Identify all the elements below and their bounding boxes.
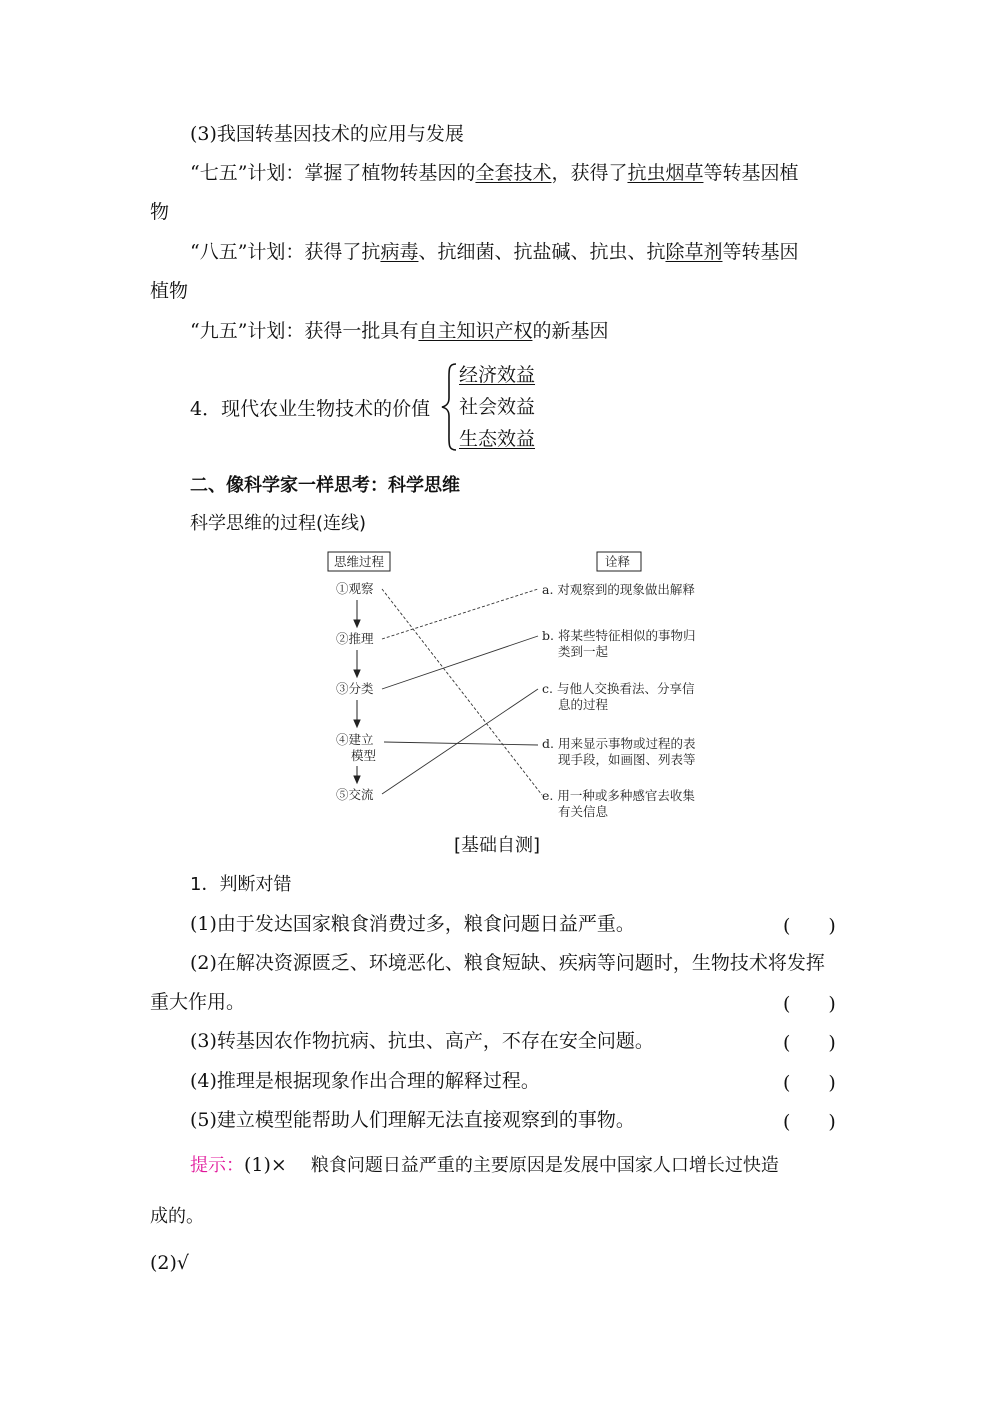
svg-text:有关信息: 有关信息 bbox=[558, 804, 609, 819]
svg-text:息的过程: 息的过程 bbox=[558, 697, 609, 712]
underlined-term: 全套技术 bbox=[475, 162, 552, 184]
question-3: (3)转基因农作物抗病、抗虫、高产，不存在安全问题。 bbox=[190, 1030, 654, 1052]
step-communicate: ⑤交流 bbox=[336, 787, 374, 802]
matching-lines bbox=[382, 589, 542, 795]
hint-line-1 bbox=[190, 1152, 779, 1179]
explanation-c: c. 与他人交换看法、分享信 bbox=[542, 681, 695, 696]
question-4: (4)推理是根据现象作出合理的解释过程。 bbox=[190, 1070, 540, 1092]
hint-label: 提示： bbox=[190, 1155, 244, 1176]
answer-blank[interactable]: ( ) bbox=[783, 1072, 836, 1094]
answer-blank[interactable]: ( ) bbox=[783, 1111, 836, 1133]
question-5: (5)建立模型能帮助人们理解无法直接观察到的事物。 bbox=[190, 1109, 635, 1131]
plan-75-continued: 物 bbox=[150, 201, 170, 223]
match-line-communicate-c bbox=[382, 689, 538, 794]
value-item-social: 社会效益 bbox=[459, 396, 536, 418]
hint-text-1-continued: 成的。 bbox=[150, 1206, 204, 1227]
step-model: 模型 bbox=[351, 748, 377, 763]
question-2: (2)在解决资源匮乏、环境恶化、粮食短缺、疾病等问题时，生物技术将发挥 bbox=[190, 952, 825, 974]
section3-heading: (3)我国转基因技术的应用与发展 bbox=[190, 123, 464, 145]
value-item-ecological: 生态效益 bbox=[459, 428, 536, 450]
self-test-title: [基础自测] bbox=[454, 835, 541, 856]
plan-85-continued: 植物 bbox=[150, 280, 189, 302]
curly-brace-icon bbox=[440, 362, 460, 452]
right-header: 诠释 bbox=[605, 554, 631, 569]
underlined-term: 病毒 bbox=[380, 241, 419, 263]
plan-85-line: “八五”计划：获得了抗病毒、抗细菌、抗盐碱、抗虫、抗除草剂等转基因 bbox=[190, 241, 799, 263]
underlined-term: 抗虫烟草 bbox=[627, 162, 704, 184]
step-reason: ②推理 bbox=[336, 631, 374, 646]
hint-text-1: 粮食问题日益严重的主要原因是发展中国家人口增长过快造 bbox=[310, 1155, 779, 1176]
hint-mark-1: (1)× bbox=[244, 1154, 287, 1176]
part2-subheading: 科学思维的过程(连线) bbox=[190, 513, 367, 534]
plan-75-line: “七五”计划：掌握了植物转基因的全套技术，获得了抗虫烟草等转基因植 bbox=[190, 162, 799, 184]
question-heading: 1．判断对错 bbox=[190, 874, 292, 895]
part2-heading: 二、像科学家一样思考：科学思维 bbox=[190, 475, 460, 496]
match-line-classify-b bbox=[382, 636, 538, 689]
match-line-observe-e bbox=[382, 589, 542, 795]
answer-blank[interactable]: ( ) bbox=[783, 1032, 836, 1054]
plan-95-line: “九五”计划：获得一批具有自主知识产权的新基因 bbox=[190, 320, 609, 342]
explanation-a: a. 对观察到的现象做出解释 bbox=[542, 582, 695, 597]
explanation-b: b. 将某些特征相似的事物归 bbox=[542, 628, 696, 643]
step-build: ④建立 bbox=[336, 732, 374, 747]
step-classify: ③分类 bbox=[336, 681, 374, 696]
answer-blank[interactable]: ( ) bbox=[783, 993, 836, 1015]
svg-text:现手段，如画图、列表等: 现手段，如画图、列表等 bbox=[558, 752, 696, 767]
value-item-economic: 经济效益 bbox=[459, 364, 536, 386]
left-header: 思维过程 bbox=[334, 554, 385, 569]
explanation-e: e. 用一种或多种感官去收集 bbox=[542, 788, 695, 803]
question-1: (1)由于发达国家粮食消费过多，粮食问题日益严重。 bbox=[190, 913, 635, 935]
question-2-continued: 重大作用。 bbox=[150, 991, 246, 1013]
underlined-term: 自主知识产权 bbox=[418, 320, 533, 342]
underlined-term: 除草剂 bbox=[665, 241, 723, 263]
thinking-process-diagram bbox=[320, 548, 720, 823]
step-observe: ①观察 bbox=[336, 581, 374, 596]
match-line-model-d bbox=[384, 742, 538, 745]
answer-blank[interactable]: ( ) bbox=[783, 915, 836, 937]
hint-mark-2: (2)√ bbox=[150, 1252, 190, 1274]
explanation-d: d. 用来显示事物或过程的表 bbox=[542, 736, 696, 751]
section4-label: 4．现代农业生物技术的价值 bbox=[190, 398, 431, 420]
svg-text:类到一起: 类到一起 bbox=[558, 644, 609, 659]
match-line-reason-a bbox=[382, 589, 538, 639]
